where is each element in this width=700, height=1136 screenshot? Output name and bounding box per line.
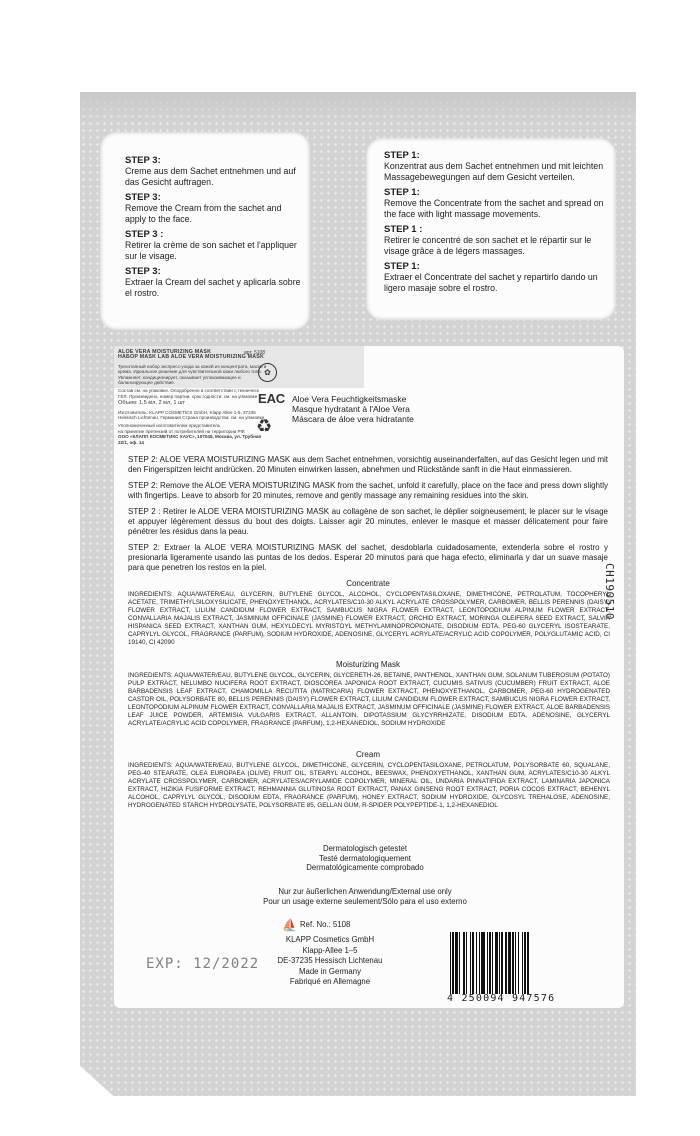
step2-en: STEP 2: Remove the ALOE VERA MOISTURIZING MASK from the sachet, unfold it carefully, place on the face and press down slightly with fingertips. Leave to absorb for 20 minutes, remove and gently massage any remaining residues into the skin. [128, 481, 608, 500]
product-name-fr: Masque hydratant à l'Aloe Vera [292, 404, 410, 414]
product-name-es: Máscara de áloe vera hidratante [292, 414, 414, 424]
step-text: Remove the Concentrate from the sachet and spread on the face with light massage movements. [384, 198, 604, 219]
left-pocket-steps [125, 155, 301, 299]
mask-ingredients: INGREDIENTS: AQUA/WATER/EAU, BUTYLENE GLYCOL, GLYCERIN, GLYCERETH-26, BETAINE, PANTHENOL, XANTHAN GUM, SOLANUM TUBEROSUM (POTATO) PULP EXTRACT, NELUMBO NUCIFERA ROOT EXTRACT, DIOSCOREA JAPONICA ROOT EXTRACT, CUCUMIS SATIVUS (CUCUMBER) FRUIT EXTRACT, ALOE BARBADENSIS LEAF EXTRACT, CHAMOMILLA RECUTITA (MATRICARIA) FLOWER EXTRACT, PHENOXYETHANOL, CARBOMER, PEG-60 HYDROGENATED CASTOR OIL, POLYSORBATE 80, BELLIS PERENNIS (DAISY) FLOWER EXTRACT, LILIUM CANDIDUM FLOWER EXTRACT, SAMBUCUS NIGRA FLOWER EXTRACT, LEONTOPODIUM ALPINUM FLOWER EXTRACT, CONVALLARIA MAJALIS EXTRACT, JASMINUM OFFICINALE (JASMINE) FLOWER EXTRACT, ALOE BARBADENSIS LEAF JUICE POWDER, ARTEMISIA VULGARIS EXTRACT, ALLANTOIN, DIPOTASSIUM GLYCYRRHIZATE, DISODIUM EDTA, ADENOSINE, GLYCERYL ACRYLATE/ACRYLIC ACID COPOLYMER, FRAGRANCE (PARFUM), 1,2-HEXANEDIOL, SODIUM HYDROXIDE [128, 672, 610, 727]
sticker-description: Трехэтапный набор экспресс-ухода за кожей из концентрата, маски и крема. Идеальное решение для чувствительной кожи любого типа. Увлажняет, кондиционирует, оказывает успокаивающее и балансирующее действие. [118, 363, 267, 386]
concentrate-title: Concentrate [346, 579, 390, 588]
step-label: STEP 1: [384, 150, 420, 161]
cream-ingredients: INGREDIENTS: AQUA/WATER/EAU, BUTYLENE GLYCOL, DIMETHICONE, GLYCERIN, CYCLOPENTASILOXANE, PETROLATUM, POLYSORBATE 60, SQUALANE, PEG-40 STEARATE, OLEA EUROPAEA (OLIVE) FRUIT OIL, STEARYL ALCOHOL, BEESWAX, PHENOXYETHANOL, XANTHAN GUM, ACRYLATES/C10-30 ALKYL ACRYLATE CROSSPOLYMER, CARBOMER, ACRYLATES/ACRYLAMIDE COPOLYMER, MINERAL OIL, UNDARIA PINNATIFIDA EXTRACT, LAMINARIA JAPONICA EXTRACT, HIZIKIA FUSIFORME EXTRACT, REHMANNIA GLUTINOSA ROOT EXTRACT, PANAX GINSENG ROOT EXTRACT, PORIA COCOS EXTRACT, BEHENYL ALCOHOL, CAPRYLYL GLYCOL, DISODIUM EDTA, FRAGRANCE (PARFUM), HONEY EXTRACT, SODIUM HYDROXIDE, GLYCOSYL TREHALOSE, ADENOSINE, HYDROGENATED STARCH HYDROLYSATE, POLYSORBATE 85, GELLAN GUM, R-SPIDER POLYPEPTIDE-1, 1,2-HEXANEDIOL [128, 762, 610, 809]
step-text: Creme aus dem Sachet entnehmen und auf das Gesicht auftragen. [125, 166, 296, 187]
sticker-article: арт. 5108 [244, 350, 266, 356]
step-text: Remove the Cream from the sachet and apply to the face. [125, 203, 282, 224]
step-text: Retirer le concentré de son sachet et le répartir sur le visage grâce à de légers massages. [384, 235, 592, 256]
derm-de: Dermatologisch getestet [322, 844, 408, 853]
company-address [270, 935, 390, 988]
derm-es: Dermatológicamente comprobado [306, 863, 424, 872]
step-text: Konzentrat aus dem Sachet entnehmen und mit leichten Massagebewegungen auf dem Gesicht verteilen. [384, 161, 604, 182]
barcode-digits: 4 250094 947576 [447, 993, 556, 1004]
sticker-importer-label: Уполномоченный изготовителем представитель [118, 423, 221, 429]
step-text: Extraer la Cream del sachet y aplicarla sobre el rostro. [125, 277, 301, 298]
step-label: STEP 3: [125, 155, 161, 166]
barcode-bar [529, 932, 531, 994]
made-in: Made in Germany [299, 966, 361, 976]
usage-line-1: Nur zur äußerlichen Anwendung/External use only [278, 887, 452, 896]
usage-line-2: Pour un usage externe seulement/Sólo para el uso externo [263, 896, 467, 906]
step2-de: STEP 2: ALOE VERA MOISTURIZING MASK aus dem Sachet entnehmen, vorsichtig auseinanderfalten, auf das Gesicht legen und mit den Fingerspitzen leicht andrücken. 20 Minuten einwirken lassen, abnehmen und Rückstände sanft in die Haut einmassieren. [128, 455, 608, 474]
company-name: KLAPP Cosmetics GmbH [285, 935, 375, 944]
derm-fr: Testé dermatologiquement [319, 853, 411, 863]
step-label: STEP 3: [125, 266, 161, 277]
ref-number: Ref. No.: 5108 [300, 920, 351, 929]
company-street: Klapp-Allee 1–5 [302, 945, 358, 955]
step-label: STEP 3: [125, 192, 161, 203]
mask-title: Moisturizing Mask [335, 660, 400, 669]
sticker-composition: Состав см. на упаковке. Оподобренно в соответствии с техническ ГЕЛ. Произведено, номер партии, срок годности: см. на упаковке [118, 388, 259, 399]
derm-tested [170, 844, 560, 873]
product-names [292, 394, 414, 424]
batch-code: CH190510 [603, 563, 616, 620]
step-label: STEP 3 : [125, 229, 164, 240]
russian-sticker-text [118, 350, 268, 445]
step-text: Extraer el Concentrate del sachet y repartirlo dando un ligero masaje sobre el rostro. [384, 272, 598, 293]
step-text: Retirer la crème de son sachet et l'appliquer sur le visage. [125, 240, 297, 261]
eco-leaf-icon: ✿ [258, 363, 277, 382]
step-label: STEP 1: [384, 261, 420, 272]
step-label: STEP 1 : [384, 224, 423, 235]
made-in-fr: Fabriqué en Allemagne [289, 977, 371, 986]
product-name-de: Aloe Vera Feuchtigkeitsmaske [292, 394, 407, 404]
eac-mark-icon: ЕАС [258, 391, 286, 406]
right-pocket-steps [384, 150, 606, 294]
sticker-manufacturer: Изготовитель: KLAPP COSMETICS GmbH, Klapp Allee 1-5, 37235 Hessisch Lichtenau, Германия Страна производства: см. на упаковке [118, 409, 265, 421]
packet-top-seal [80, 92, 636, 122]
sticker-volume: Объем: 1,5 мл, 2 мл, 1 шт [118, 400, 186, 407]
sticker-importer: ООО «КЛАПП КОСМЕТИКС ХАУС», 107045, Москва, ул. Трубная 22/1, оф. 14 [118, 434, 262, 445]
sticker-importer-note: на принятие претензий от потребителей на территории РФ: [118, 428, 246, 434]
sticker-title: ALOE VERA MOISTURIZING MASK [118, 349, 212, 355]
step-label: STEP 1: [384, 187, 420, 198]
sticker-subtitle: НАБОР MASK LAB ALOE VERA MOISTURIZING MASK [118, 354, 265, 361]
step2-fr: STEP 2 : Retirer le ALOE VERA MOISTURIZING MASK au collagène de son sachet, le déplier soigneusement, le placer sur le visage et appuyer légèrement dessus du bout des doigts. Laisser agir 20 minutes, enlever le masque et masser délicatement pour faire pénétrer les résidus dans la peau. [128, 507, 608, 536]
step2-es: STEP 2: Extraer la ALOE VERA MOISTURIZING MASK del sachet, desdoblarla cuidadosamente, extenderla sobre el rostro y presionarla ligeramente usando las puntas de los dedos. Esperar 20 minutos para que haga efecto, eliminarla y dar un suave masaje para que penetren los restos en la piel. [128, 543, 608, 572]
usage-note [170, 887, 560, 906]
barcode [450, 932, 598, 994]
expiry-date: EXP: 12/2022 [146, 956, 260, 972]
recycle-icon: ♻ [256, 416, 273, 436]
company-city: DE-37235 Hessisch Lichtenau [277, 956, 383, 965]
concentrate-ingredients: INGREDIENTS: AQUA/WATER/EAU, GLYCERIN, BUTYLENE GLYCOL, ALCOHOL, CYCLOPENTASILOXANE, DIMETHICONE, PETROLATUM, TOCOPHERYL ACETATE, TRIMETHYLSILOXYSILICATE, PHENOXYETHANOL, ACRYLATES/C10-30 ALKYL ACRYLATE CROSSPOLYMER, CARBOMER, BELLIS PERENNIS (DAISY) FLOWER EXTRACT, LILIUM CANDIDUM FLOWER EXTRACT, SAMBUCUS NIGRA FLOWER EXTRACT, LEONTOPODIUM ALPINUM FLOWER EXTRACT, CONVALLARIA MAJALIS EXTRACT, JASMINUM OFFICINALE (JASMINE) FLOWER EXTRACT, ORCHID EXTRACT, MORINGA OLEIFERA SEED EXTRACT, SALVIA HISPANICA SEED EXTRACT, XANTHAN GUM, HEXYLDECYL MYRISTOYL METHYLAMINOPROPIONATE, DISODIUM EDTA, PEG-60 GLYCERYL ISOSTEARATE, CAPRYLYL GLYCOL, FRAGRANCE (PARFUM), SODIUM HYDROXIDE, ADENOSINE, GLYCERYL ACRYLATE/ACRYLIC ACID COPOLYMER, POLYGLUTAMIC ACID, CI 19140, CI 42090 [128, 591, 610, 646]
cream-title: Cream [355, 750, 380, 759]
manufacturer-icon: ⛵ [282, 918, 297, 932]
